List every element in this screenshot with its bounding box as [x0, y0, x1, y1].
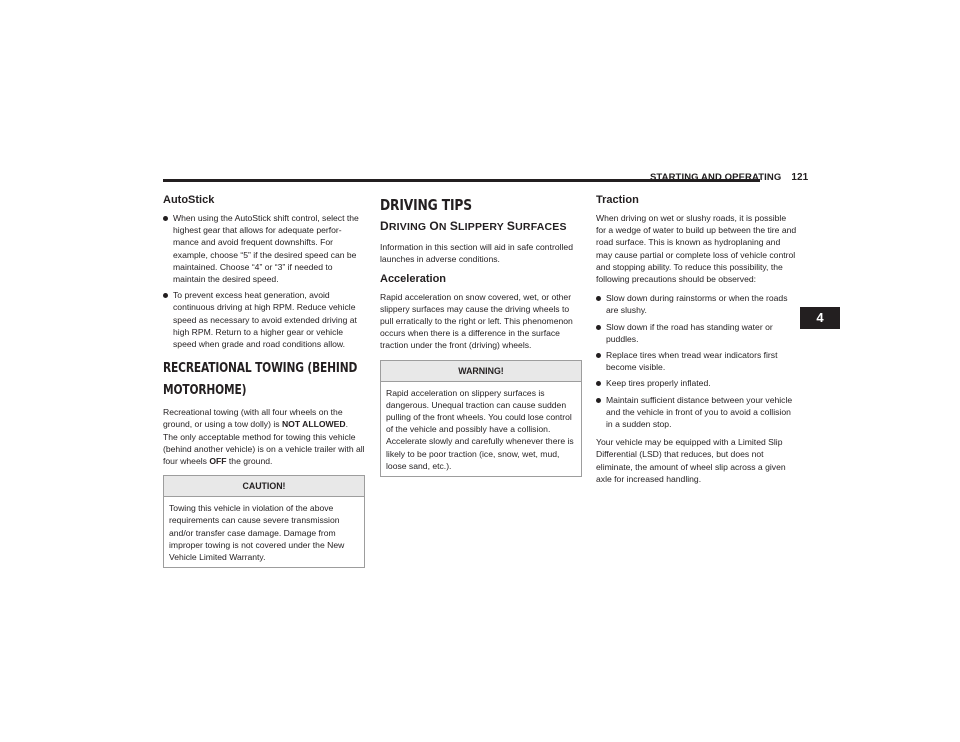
- heading-rest: URFACES: [515, 221, 567, 233]
- not-allowed-emphasis: NOT ALLOWED: [281, 419, 346, 430]
- heading-rest: LIPPERY: [458, 221, 507, 233]
- list-item: To prevent excess heat generation, avoid continuous driving at high RPM. Reduce vehicle speed as necessary to avoid extended driving at high RPM. Return to a higher gear or vehicle speed when grade and road conditions allow.: [163, 289, 365, 350]
- heading-cap: D: [380, 219, 389, 233]
- lsd-paragraph: Your vehicle may be equipped with a Limited Slip Differential (LSD) that reduces, but does not eliminate, the amount of wheel slip across a given axle for increased handling.: [596, 437, 786, 484]
- towing-heading-line-1: RECREATIONAL TOWING (BEHIND: [163, 361, 358, 377]
- list-item: Maintain sufficient distance between your vehicle and the vehicle in front of you to avoid a collision in a sudden stop.: [596, 394, 798, 431]
- traction-list: [596, 292, 798, 430]
- acceleration-text: Rapid acceleration on snow covered, wet, or other slippery surfaces may cause the driving wheels to pull erratically to the right or left. This phenomenon occurs when there is a difference in the surface traction under the front (driving) wheels.: [380, 291, 573, 351]
- towing-text: Recreational towing (with all four wheels on the ground, or using a tow dolly) is: [163, 407, 343, 430]
- towing-paragraph: [163, 406, 365, 467]
- page-number: 121: [791, 172, 809, 183]
- running-header: [650, 172, 809, 186]
- towing-text: the ground.: [226, 456, 273, 467]
- warning-text: Rapid acceleration on slippery surfaces is dangerous. Unequal traction can cause sudden pulling of the front wheels. You could lose control of the vehicle and possibly have a collision. Accelerate slowly and carefully whenever there is likely to be poor traction (ice, snow, wet, mud, loose sand, etc.).: [386, 387, 574, 471]
- list-item: Keep tires properly inflated.: [596, 377, 798, 389]
- slippery-surfaces-heading: [380, 220, 582, 233]
- heading-cap: O: [429, 219, 439, 233]
- caution-box: [163, 475, 365, 568]
- driving-tips-heading: DRIVING TIPS: [380, 196, 472, 214]
- heading-rest: RIVING: [388, 221, 430, 233]
- caution-title: CAUTION!: [164, 476, 364, 497]
- column-middle: [380, 194, 582, 477]
- warning-title: WARNING!: [381, 361, 581, 382]
- section-title: STARTING AND OPERATING: [650, 172, 782, 183]
- autostick-heading: AutoStick: [163, 194, 215, 206]
- towing-heading: [163, 358, 365, 402]
- list-item: Slow down during rainstorms or when the roads are slushy.: [596, 292, 798, 316]
- autostick-list: [163, 212, 365, 350]
- warning-box: [380, 360, 582, 477]
- caution-text: Towing this vehicle in violation of the above requirements can cause severe transmission and/or transfer case damage. Damage from improper towing is not covered under the New Vehicle Limited Warranty.: [169, 503, 345, 563]
- list-item: Replace tires when tread wear indicators first become visible.: [596, 349, 798, 373]
- list-item: Slow down if the road has standing water or puddles.: [596, 321, 798, 345]
- heading-cap: S: [449, 219, 459, 233]
- heading-rest: N: [438, 221, 450, 233]
- off-emphasis: OFF: [209, 456, 227, 467]
- traction-heading: Traction: [596, 194, 639, 206]
- column-right: [596, 194, 798, 492]
- acceleration-heading: Acceleration: [380, 272, 447, 285]
- slippery-intro: Information in this section will aid in safe controlled launches in adverse conditions.: [380, 242, 573, 265]
- chapter-tab: 4: [800, 307, 840, 329]
- towing-text: . The only acceptable method for towing this vehicle (behind another vehicle) is on a vehicle trailer with all four wheels: [163, 419, 365, 467]
- list-item: When using the AutoStick shift control, select the highest gear that allows for adequate perfor-mance and avoid frequent downshifts. For example, choose “5” if the desired speed can be maintained. Choose “4” or “3” if needed to maintain the desired speed.: [163, 212, 365, 285]
- column-left: [163, 194, 365, 568]
- towing-heading-line-2: MOTORHOME): [163, 383, 247, 399]
- heading-cap: S: [506, 219, 516, 233]
- traction-intro: When driving on wet or slushy roads, it is possible for a wedge of water to build up between the tire and road surface. This is known as hydroplaning and may cause partial or complete loss of vehicle control and stopping ability. To reduce this possibility, the following precautions should be observed:: [596, 213, 797, 285]
